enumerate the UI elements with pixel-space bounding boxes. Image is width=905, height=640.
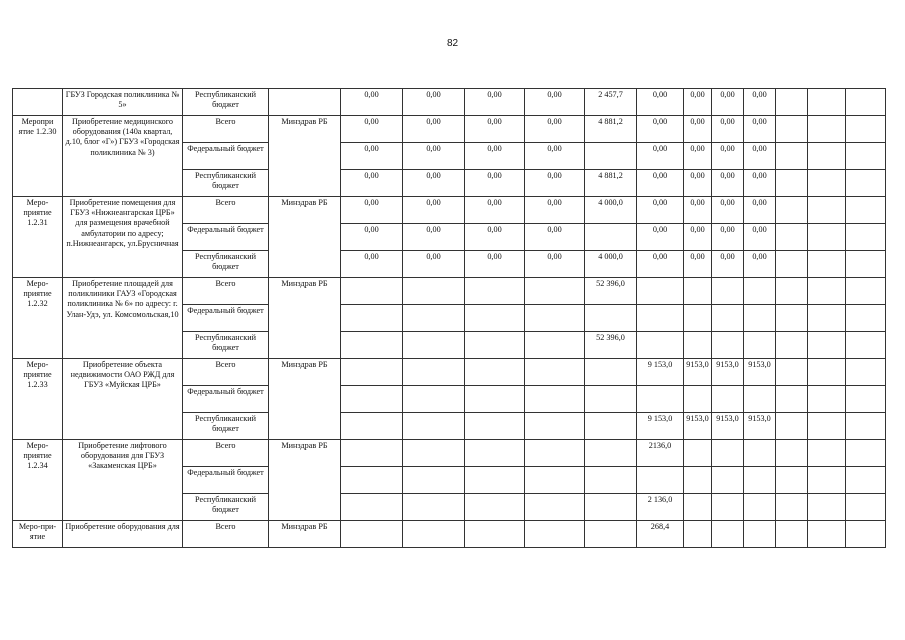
empty-cell <box>846 170 886 197</box>
empty-cell <box>846 278 886 305</box>
value-cell: 0,00 <box>525 197 585 224</box>
funding-source-cell: Всего <box>183 521 269 548</box>
event-code-cell: Меро-приятие 1.2.34 <box>13 440 63 521</box>
value-cell: 4 881,2 <box>585 170 637 197</box>
value-cell <box>585 359 637 386</box>
value-cell <box>684 278 712 305</box>
value-cell: 4 881,2 <box>585 116 637 143</box>
responsible-cell <box>269 89 341 116</box>
value-cell: 0,00 <box>403 89 465 116</box>
value-cell: 0,00 <box>744 143 776 170</box>
value-cell <box>585 143 637 170</box>
description-cell: Приобретение оборудования для <box>63 521 183 548</box>
empty-cell <box>808 197 846 224</box>
value-cell <box>525 332 585 359</box>
value-cell <box>712 332 744 359</box>
value-cell: 2136,0 <box>637 440 684 467</box>
value-cell: 0,00 <box>744 170 776 197</box>
value-cell: 0,00 <box>712 116 744 143</box>
empty-cell <box>776 521 808 548</box>
empty-cell <box>846 386 886 413</box>
empty-cell <box>776 386 808 413</box>
funding-source-cell: Всего <box>183 197 269 224</box>
value-cell: 0,00 <box>465 251 525 278</box>
table-row <box>13 116 886 143</box>
value-cell <box>403 440 465 467</box>
empty-cell <box>846 413 886 440</box>
value-cell <box>465 359 525 386</box>
description-cell: Приобретение медицинского оборудования (140а квартал, д.10, блог «Г») ГБУЗ «Городская поликлиника № 3) <box>63 116 183 197</box>
value-cell <box>712 494 744 521</box>
funding-source-cell: Всего <box>183 359 269 386</box>
value-cell <box>403 332 465 359</box>
empty-cell <box>846 440 886 467</box>
empty-cell <box>808 305 846 332</box>
value-cell <box>585 386 637 413</box>
value-cell <box>341 305 403 332</box>
value-cell: 52 396,0 <box>585 332 637 359</box>
value-cell: 4 000,0 <box>585 197 637 224</box>
value-cell <box>341 332 403 359</box>
value-cell: 9 153,0 <box>637 359 684 386</box>
responsible-cell: Минздрав РБ <box>269 359 341 440</box>
description-cell: Приобретение объекта недвижимости ОАО РЖД для ГБУЗ «Муйская ЦРБ» <box>63 359 183 440</box>
value-cell: 0,00 <box>744 197 776 224</box>
funding-source-cell: Республиканский бюджет <box>183 332 269 359</box>
value-cell <box>403 359 465 386</box>
value-cell <box>341 494 403 521</box>
event-code-cell: Меро-приятие 1.2.32 <box>13 278 63 359</box>
value-cell: 9153,0 <box>712 413 744 440</box>
empty-cell <box>808 467 846 494</box>
value-cell <box>744 386 776 413</box>
empty-cell <box>846 251 886 278</box>
funding-source-cell: Федеральный бюджет <box>183 467 269 494</box>
responsible-cell: Минздрав РБ <box>269 521 341 548</box>
value-cell: 268,4 <box>637 521 684 548</box>
value-cell: 0,00 <box>637 143 684 170</box>
value-cell <box>525 278 585 305</box>
value-cell <box>465 305 525 332</box>
value-cell: 0,00 <box>712 224 744 251</box>
table-row <box>13 521 886 548</box>
value-cell <box>684 305 712 332</box>
value-cell: 0,00 <box>712 251 744 278</box>
empty-cell <box>808 224 846 251</box>
empty-cell <box>776 143 808 170</box>
value-cell <box>525 467 585 494</box>
empty-cell <box>808 521 846 548</box>
budget-table <box>12 88 886 548</box>
funding-source-cell: Федеральный бюджет <box>183 386 269 413</box>
value-cell: 0,00 <box>637 197 684 224</box>
empty-cell <box>776 359 808 386</box>
value-cell: 0,00 <box>525 251 585 278</box>
value-cell <box>341 521 403 548</box>
value-cell <box>585 224 637 251</box>
value-cell <box>744 440 776 467</box>
value-cell <box>403 467 465 494</box>
empty-cell <box>846 467 886 494</box>
event-code-cell: Меро-при-ятие <box>13 521 63 548</box>
value-cell <box>403 278 465 305</box>
empty-cell <box>846 359 886 386</box>
event-code-cell: Меро-приятие 1.2.33 <box>13 359 63 440</box>
funding-source-cell: Всего <box>183 116 269 143</box>
value-cell <box>637 467 684 494</box>
value-cell: 0,00 <box>403 224 465 251</box>
value-cell <box>403 494 465 521</box>
value-cell <box>684 332 712 359</box>
empty-cell <box>776 278 808 305</box>
value-cell: 0,00 <box>525 116 585 143</box>
empty-cell <box>776 170 808 197</box>
value-cell <box>341 386 403 413</box>
value-cell <box>637 305 684 332</box>
empty-cell <box>808 359 846 386</box>
value-cell <box>637 386 684 413</box>
value-cell <box>525 413 585 440</box>
value-cell: 0,00 <box>744 251 776 278</box>
empty-cell <box>776 413 808 440</box>
event-code-cell: Меропри ятие 1.2.30 <box>13 116 63 197</box>
description-cell: Приобретение помещения для ГБУЗ «Нижнеангарская ЦРБ» для размещения врачебной амбулатории по адресу; п.Нижнеангарск, ул.Брусничная <box>63 197 183 278</box>
value-cell: 0,00 <box>465 170 525 197</box>
value-cell <box>341 278 403 305</box>
empty-cell <box>808 170 846 197</box>
value-cell <box>585 305 637 332</box>
value-cell <box>465 494 525 521</box>
value-cell <box>684 494 712 521</box>
funding-source-cell: Федеральный бюджет <box>183 143 269 170</box>
value-cell <box>465 413 525 440</box>
value-cell: 0,00 <box>341 143 403 170</box>
funding-source-cell: Республиканский бюджет <box>183 251 269 278</box>
empty-cell <box>776 467 808 494</box>
value-cell: 0,00 <box>684 170 712 197</box>
value-cell: 0,00 <box>684 251 712 278</box>
table-row <box>13 359 886 386</box>
funding-source-cell: Всего <box>183 440 269 467</box>
value-cell <box>465 332 525 359</box>
empty-cell <box>808 251 846 278</box>
value-cell: 0,00 <box>637 251 684 278</box>
value-cell <box>684 521 712 548</box>
value-cell: 0,00 <box>403 170 465 197</box>
funding-source-cell: Республиканский бюджет <box>183 89 269 116</box>
value-cell <box>585 494 637 521</box>
empty-cell <box>808 278 846 305</box>
value-cell <box>465 278 525 305</box>
value-cell: 0,00 <box>637 224 684 251</box>
value-cell <box>525 359 585 386</box>
value-cell: 0,00 <box>465 116 525 143</box>
table-row <box>13 197 886 224</box>
value-cell: 0,00 <box>712 143 744 170</box>
event-code-cell: Меро-приятие 1.2.31 <box>13 197 63 278</box>
empty-cell <box>808 89 846 116</box>
empty-cell <box>776 494 808 521</box>
value-cell <box>341 413 403 440</box>
value-cell <box>341 359 403 386</box>
responsible-cell: Минздрав РБ <box>269 116 341 197</box>
responsible-cell: Минздрав РБ <box>269 278 341 359</box>
empty-cell <box>808 440 846 467</box>
value-cell <box>341 467 403 494</box>
value-cell: 0,00 <box>341 116 403 143</box>
value-cell: 0,00 <box>341 224 403 251</box>
value-cell: 0,00 <box>712 89 744 116</box>
value-cell: 0,00 <box>525 170 585 197</box>
value-cell: 9153,0 <box>684 413 712 440</box>
table-body <box>13 89 886 548</box>
value-cell <box>525 305 585 332</box>
funding-source-cell: Республиканский бюджет <box>183 494 269 521</box>
value-cell: 0,00 <box>525 224 585 251</box>
value-cell <box>525 494 585 521</box>
value-cell: 0,00 <box>684 89 712 116</box>
empty-cell <box>776 251 808 278</box>
funding-source-cell: Федеральный бюджет <box>183 305 269 332</box>
value-cell: 9153,0 <box>744 359 776 386</box>
value-cell <box>465 521 525 548</box>
value-cell <box>712 521 744 548</box>
value-cell: 0,00 <box>341 170 403 197</box>
value-cell: 0,00 <box>403 197 465 224</box>
value-cell: 0,00 <box>403 116 465 143</box>
funding-source-cell: Федеральный бюджет <box>183 224 269 251</box>
empty-cell <box>846 305 886 332</box>
page-number: 82 <box>446 38 459 49</box>
value-cell <box>637 332 684 359</box>
responsible-cell: Минздрав РБ <box>269 440 341 521</box>
value-cell <box>403 305 465 332</box>
empty-cell <box>846 332 886 359</box>
value-cell <box>585 413 637 440</box>
value-cell: 0,00 <box>712 197 744 224</box>
empty-cell <box>846 89 886 116</box>
empty-cell <box>776 89 808 116</box>
value-cell: 9153,0 <box>684 359 712 386</box>
empty-cell <box>808 332 846 359</box>
value-cell: 9153,0 <box>744 413 776 440</box>
value-cell <box>712 305 744 332</box>
empty-cell <box>846 494 886 521</box>
value-cell: 0,00 <box>744 224 776 251</box>
value-cell: 0,00 <box>465 197 525 224</box>
value-cell <box>684 467 712 494</box>
value-cell <box>637 278 684 305</box>
funding-source-cell: Республиканский бюджет <box>183 170 269 197</box>
value-cell <box>525 440 585 467</box>
value-cell <box>525 386 585 413</box>
value-cell <box>684 440 712 467</box>
value-cell: 2 136,0 <box>637 494 684 521</box>
empty-cell <box>808 116 846 143</box>
empty-cell <box>846 224 886 251</box>
value-cell: 0,00 <box>525 89 585 116</box>
value-cell: 0,00 <box>525 143 585 170</box>
empty-cell <box>846 143 886 170</box>
value-cell <box>341 440 403 467</box>
value-cell <box>585 521 637 548</box>
funding-source-cell: Всего <box>183 278 269 305</box>
value-cell <box>744 332 776 359</box>
value-cell <box>684 386 712 413</box>
value-cell: 0,00 <box>684 197 712 224</box>
value-cell: 0,00 <box>744 116 776 143</box>
empty-cell <box>776 116 808 143</box>
empty-cell <box>776 197 808 224</box>
value-cell: 0,00 <box>684 116 712 143</box>
empty-cell <box>776 224 808 251</box>
value-cell: 0,00 <box>637 89 684 116</box>
description-cell: ГБУЗ Городская поликлиника № 5» <box>63 89 183 116</box>
value-cell: 0,00 <box>465 224 525 251</box>
empty-cell <box>846 116 886 143</box>
value-cell: 0,00 <box>637 170 684 197</box>
value-cell: 4 000,0 <box>585 251 637 278</box>
value-cell <box>744 305 776 332</box>
value-cell: 0,00 <box>637 116 684 143</box>
value-cell: 0,00 <box>684 143 712 170</box>
empty-cell <box>776 305 808 332</box>
empty-cell <box>808 494 846 521</box>
empty-cell <box>776 440 808 467</box>
value-cell <box>712 386 744 413</box>
value-cell: 0,00 <box>712 170 744 197</box>
value-cell <box>465 440 525 467</box>
empty-cell <box>846 197 886 224</box>
value-cell <box>465 386 525 413</box>
value-cell <box>744 494 776 521</box>
value-cell: 0,00 <box>465 89 525 116</box>
empty-cell <box>846 521 886 548</box>
value-cell <box>712 440 744 467</box>
value-cell <box>403 386 465 413</box>
table-row <box>13 440 886 467</box>
value-cell: 9 153,0 <box>637 413 684 440</box>
value-cell: 0,00 <box>744 89 776 116</box>
empty-cell <box>776 332 808 359</box>
value-cell <box>712 278 744 305</box>
value-cell: 0,00 <box>341 89 403 116</box>
empty-cell <box>808 143 846 170</box>
value-cell: 0,00 <box>341 251 403 278</box>
value-cell: 0,00 <box>403 251 465 278</box>
value-cell: 9153,0 <box>712 359 744 386</box>
value-cell <box>585 440 637 467</box>
value-cell <box>744 278 776 305</box>
value-cell <box>712 467 744 494</box>
event-code-cell <box>13 89 63 116</box>
description-cell: Приобретение лифтового оборудования для ГБУЗ «Закаменская ЦРБ» <box>63 440 183 521</box>
value-cell <box>403 521 465 548</box>
table-row <box>13 278 886 305</box>
value-cell <box>585 467 637 494</box>
value-cell: 0,00 <box>341 197 403 224</box>
empty-cell <box>808 386 846 413</box>
value-cell: 0,00 <box>403 143 465 170</box>
value-cell: 2 457,7 <box>585 89 637 116</box>
value-cell <box>465 467 525 494</box>
responsible-cell: Минздрав РБ <box>269 197 341 278</box>
value-cell <box>744 467 776 494</box>
empty-cell <box>808 413 846 440</box>
value-cell <box>525 521 585 548</box>
value-cell <box>744 521 776 548</box>
value-cell <box>403 413 465 440</box>
table-row <box>13 89 886 116</box>
funding-source-cell: Республиканский бюджет <box>183 413 269 440</box>
description-cell: Приобретение площадей для поликлиники ГАУЗ «Городская поликлиника № 6» по адресу: г. Улан-Удэ, ул. Комсомольская,10 <box>63 278 183 359</box>
value-cell: 0,00 <box>465 143 525 170</box>
value-cell: 0,00 <box>684 224 712 251</box>
value-cell: 52 396,0 <box>585 278 637 305</box>
